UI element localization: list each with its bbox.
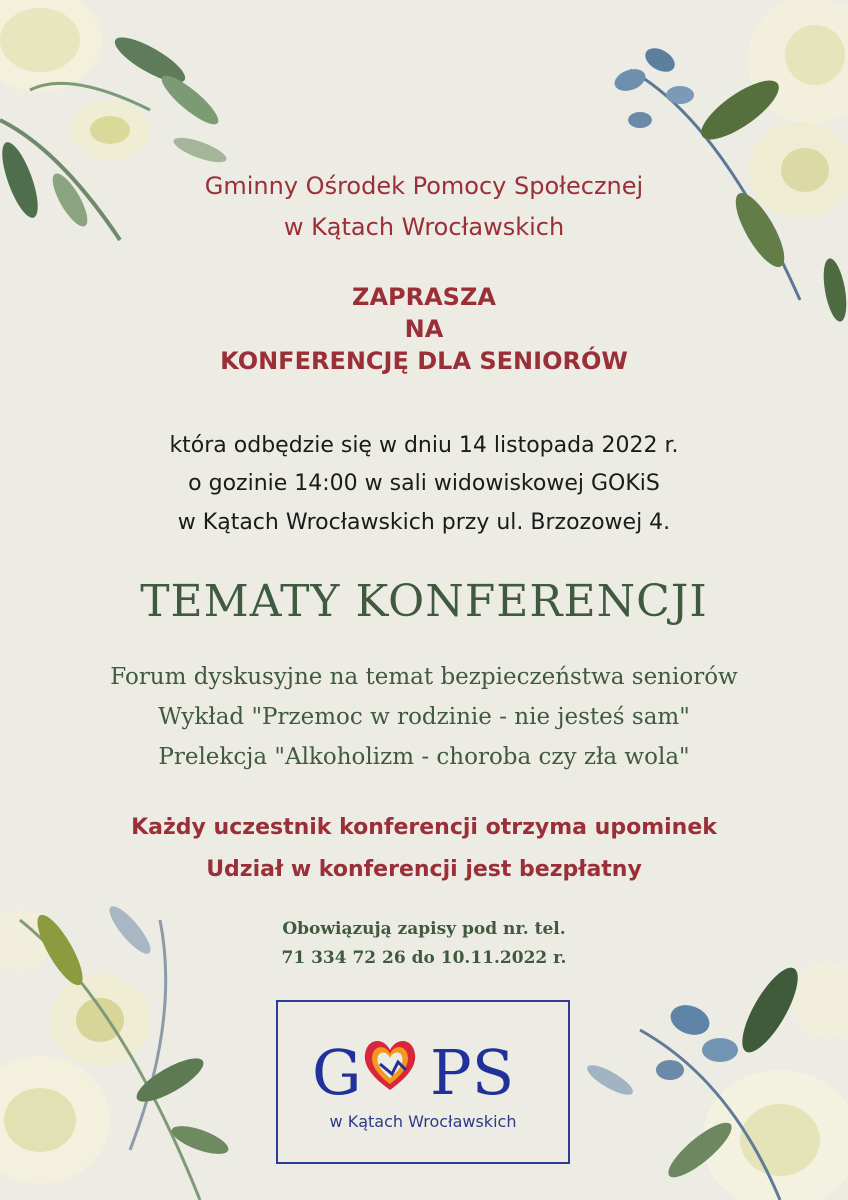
logo-subtitle: w Kątach Wrocławskich [329,1112,517,1131]
signup-phone-deadline: 71 334 72 26 do 10.11.2022 r. [281,948,567,968]
floral-corner-bottom-right-icon [580,940,848,1200]
gift-note: Każdy uczestnik konferencji otrzyma upominek [131,815,717,840]
invitation-line-2: NA [404,315,444,343]
invitation-line-3: KONFERENCJĘ DLA SENIORÓW [220,347,628,375]
event-address: w Kątach Wrocławskich przy ul. Brzozowej 4. [177,510,671,535]
topic-item-3: Prelekcja "Alkoholizm - choroba czy zła wola" [158,744,690,770]
svg-text:G: G [312,1036,362,1109]
organization-name: Gminny Ośrodek Pomocy Społecznej [204,172,644,200]
signup-info: Obowiązują zapisy pod nr. tel. [282,919,566,939]
event-date: która odbędzie się w dniu 14 listopada 2022 r. [169,433,679,458]
free-entry-note: Udział w konferencji jest bezpłatny [206,857,642,882]
logo-wordmark-graphic [278,1002,568,1162]
topics-title: TEMATY KONFERENCJI [140,576,708,627]
topic-item-1: Forum dyskusyjne na temat bezpieczeństwa seniorów [110,664,738,690]
svg-text:PS: PS [430,1036,515,1109]
topic-item-2: Wykład "Przemoc w rodzinie - nie jesteś sam" [158,704,690,730]
gops-logo [276,1000,570,1164]
organization-location: w Kątach Wrocławskich [283,213,565,241]
event-time-venue: o gozinie 14:00 w sali widowiskowej GOKiS [188,471,660,496]
heart-logo-icon [362,1034,418,1094]
invitation-line-1: ZAPRASZA [352,283,496,311]
